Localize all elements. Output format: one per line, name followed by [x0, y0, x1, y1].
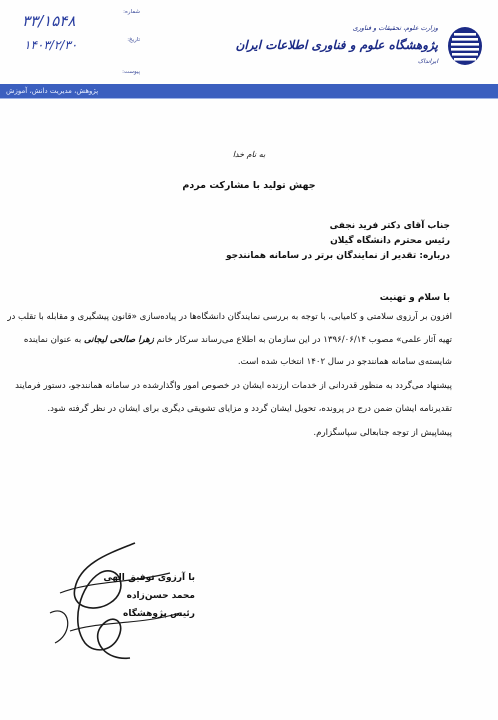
nominee-name: زهرا صالحی لیجانی [83, 335, 154, 345]
signature-greeting: با آرزوی توفیق الهی [103, 573, 195, 583]
subject-line [226, 250, 450, 262]
paragraph2-line1: پیشنهاد می‌گردد به منظور قدردانی از خدمات ارزنده ایشان در خصوص امور واگذارشده در سامانه همانندجو، دستور فرمایند [15, 381, 452, 391]
paragraph2-line2: تقدیرنامه ایشان ضمن درج در پرونده، تحویل ایشان گردد و مزایای تشویقی دیگری برای ایشان در نظر گرفته شود. [47, 404, 452, 414]
closing-line: پیشاپیش از توجه جنابعالی سپاسگزارم. [313, 428, 452, 438]
recipient-name: جناب آقای دکتر فرید نجفی [329, 221, 450, 231]
recipient-title: رئیس محترم دانشگاه گیلان [330, 236, 450, 246]
subject-label: درباره: [419, 251, 450, 261]
letter-date: ۱۴۰۳/۲/۳۰ [24, 38, 78, 52]
year-slogan: جهش تولید با مشارکت مردم [182, 180, 316, 191]
letter-number-label: شماره: [123, 9, 140, 15]
paragraph1-line2-start: تهیه آثار علمی» مصوب ۱۳۹۶/۰۶/۱۴ در این سازمان به اطلاع می‌رساند سرکار خانم [156, 335, 452, 345]
signatory-name: محمد حسن‌زاده [126, 591, 195, 601]
stripe-divider [0, 98, 498, 99]
paragraph1-line3: شایسته‌ی سامانه همانندجو در سال ۱۴۰۲ انتخاب شده است. [237, 357, 452, 367]
organization-short-name: ایرانداک [417, 58, 438, 65]
paragraph1-line2-end: به عنوان نماینده [23, 335, 82, 345]
irandoc-logo-icon [447, 26, 483, 66]
greeting: با سلام و تهنیت [379, 293, 450, 303]
header-stripe [0, 84, 498, 98]
letter-number: ۳۳/۱۵۴۸ [22, 12, 76, 30]
subject-text: تقدیر از نمایندگان برتر در سامانه همانندجو [225, 251, 417, 261]
signature-block [20, 505, 240, 670]
ministry-name: وزارت علوم، تحقیقات و فناوری [352, 24, 438, 32]
paragraph1-line2 [23, 334, 452, 346]
signatory-title: رئیس پژوهشگاه [123, 609, 195, 619]
date-label: تاریخ: [127, 37, 140, 43]
attachment-label: پیوست: [122, 69, 140, 75]
organization-name: پژوهشگاه علوم و فناوری اطلاعات ایران [235, 38, 438, 52]
attachment-row [20, 68, 140, 75]
paragraph1-line1: افزون بر آرزوی سلامتی و کامیابی، با توجه به بررسی نمایندگان دانشگاه‌ها در پیاده‌سازی «قانون پیشگیری و مقابله با تقلب در [7, 312, 452, 322]
basmala: به نام خدا [232, 150, 266, 159]
stripe-tagline: پژوهش، مدیریت دانش، آموزش [6, 87, 99, 95]
